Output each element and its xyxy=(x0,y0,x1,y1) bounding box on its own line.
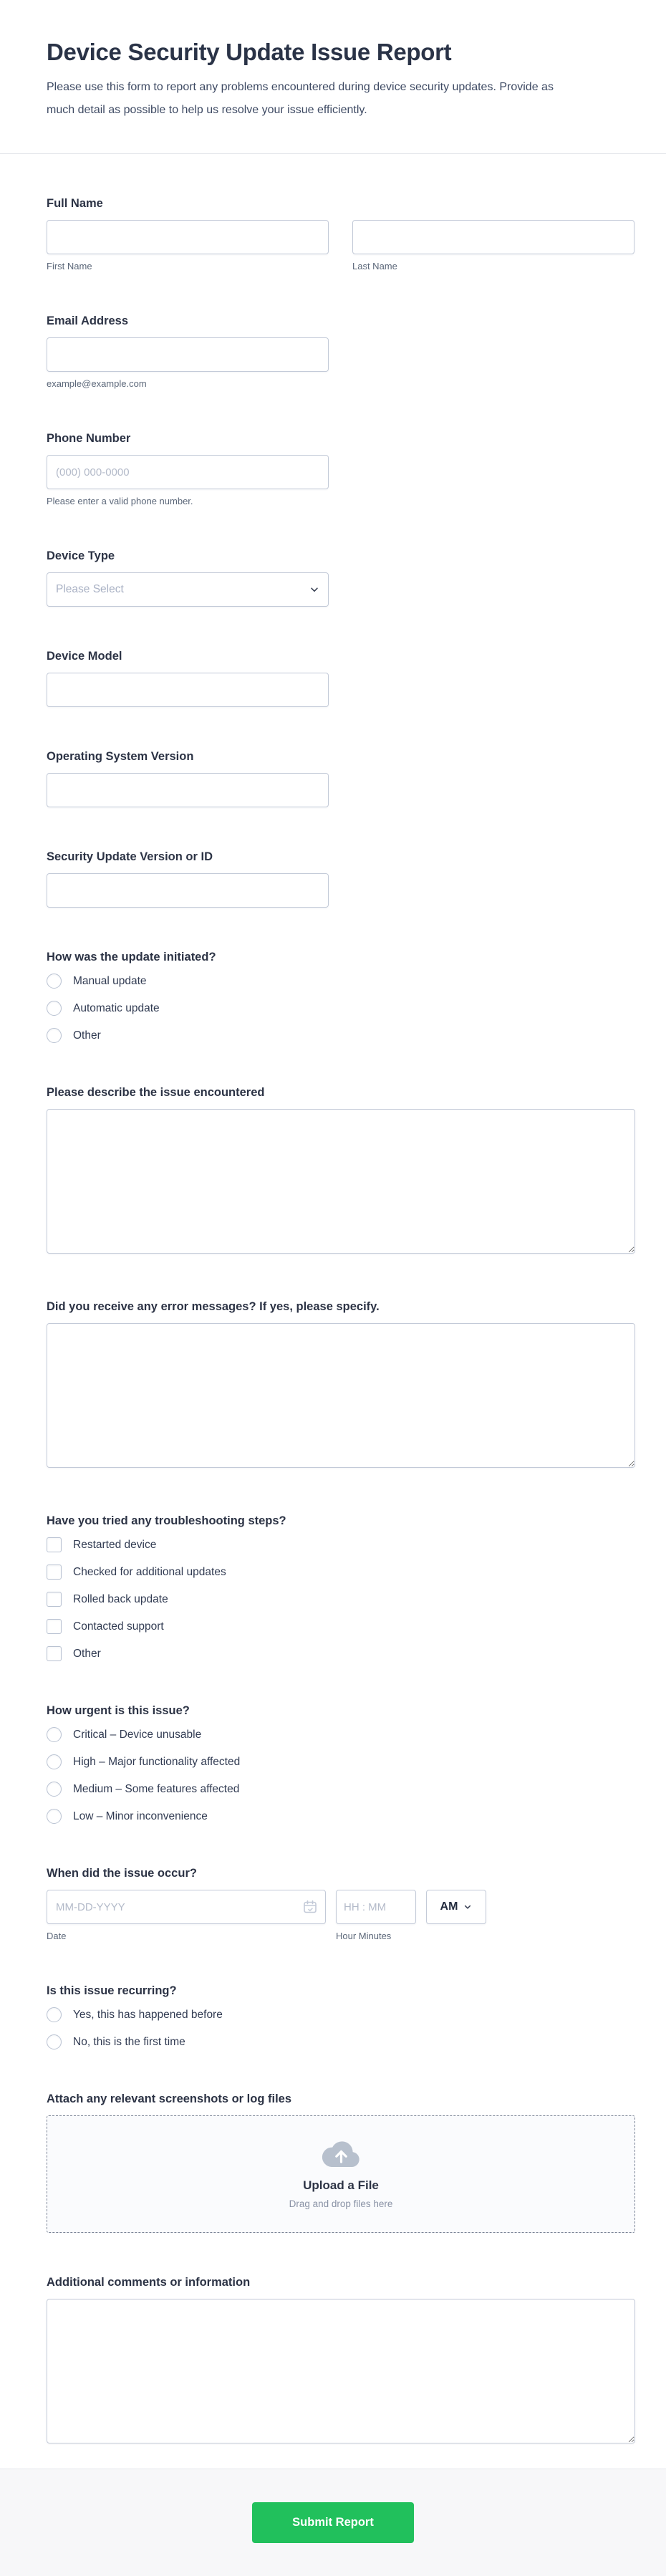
phone-sublabel: Please enter a valid phone number. xyxy=(47,496,193,506)
os-version-label: Operating System Version xyxy=(47,750,194,763)
radio-control[interactable] xyxy=(47,1809,62,1824)
field-os-version xyxy=(47,750,635,807)
submit-section xyxy=(0,2469,666,2576)
first-name-sublabel: First Name xyxy=(47,261,92,271)
field-update-initiation xyxy=(47,951,635,1043)
ampm-value: AM xyxy=(440,1900,458,1913)
recurring-label: Is this issue recurring? xyxy=(47,1984,177,1997)
occurrence-label: When did the issue occur? xyxy=(47,1867,197,1880)
page-title: Device Security Update Issue Report xyxy=(47,39,452,65)
error-messages-label: Did you receive any error messages? If yes, please specify. xyxy=(47,1300,380,1313)
issue-description-textarea[interactable] xyxy=(47,1109,635,1254)
update-version-input[interactable] xyxy=(47,873,329,908)
email-label: Email Address xyxy=(47,314,129,327)
comments-label: Additional comments or information xyxy=(47,2276,251,2289)
checkbox-control[interactable] xyxy=(47,1537,62,1552)
checkbox-option-label: Restarted device xyxy=(73,1538,157,1551)
radio-option-label: Medium – Some features affected xyxy=(73,1782,240,1795)
device-type-label: Device Type xyxy=(47,549,115,562)
checkbox-option-label: Checked for additional updates xyxy=(73,1565,226,1578)
radio-option-label: Manual update xyxy=(73,974,147,987)
device-type-placeholder: Please Select xyxy=(56,583,124,595)
checkbox-control[interactable] xyxy=(47,1592,62,1607)
radio-option-label: Low – Minor inconvenience xyxy=(73,1810,208,1822)
field-troubleshooting xyxy=(47,1514,635,1661)
radio-option-high[interactable] xyxy=(47,1754,635,1769)
submit-report-button[interactable]: Submit Report xyxy=(252,2502,414,2543)
radio-control[interactable] xyxy=(47,974,62,989)
radio-option-label: High – Major functionality affected xyxy=(73,1755,241,1768)
radio-control[interactable] xyxy=(47,1028,62,1043)
field-error-messages xyxy=(47,1300,635,1471)
upload-hint: Drag and drop files here xyxy=(289,2198,393,2209)
radio-control[interactable] xyxy=(47,1001,62,1016)
radio-option-label: Automatic update xyxy=(73,1001,160,1014)
field-comments xyxy=(47,2276,635,2447)
email-input[interactable] xyxy=(47,337,329,372)
troubleshooting-label: Have you tried any troubleshooting steps? xyxy=(47,1514,286,1527)
field-urgency xyxy=(47,1704,635,1824)
checkbox-option-other-troubleshooting[interactable] xyxy=(47,1646,635,1661)
radio-option-automatic-update[interactable] xyxy=(47,1001,635,1016)
last-name-sublabel: Last Name xyxy=(352,261,397,271)
checkbox-option-restarted-device[interactable] xyxy=(47,1537,635,1552)
checkbox-option-label: Contacted support xyxy=(73,1620,164,1633)
radio-option-label: No, this is the first time xyxy=(73,2035,185,2048)
update-initiation-label: How was the update initiated? xyxy=(47,951,216,963)
checkbox-control[interactable] xyxy=(47,1565,62,1580)
form-description: Please use this form to report any problems encountered during device security updates. Provide as much detail as possible to help us resolve your issue efficiently. xyxy=(47,81,554,116)
radio-option-low[interactable] xyxy=(47,1809,635,1824)
comments-textarea[interactable] xyxy=(47,2299,635,2443)
radio-option-label: Other xyxy=(73,1029,101,1042)
radio-control[interactable] xyxy=(47,1782,62,1797)
checkbox-option-label: Rolled back update xyxy=(73,1592,168,1605)
time-input[interactable] xyxy=(336,1890,416,1924)
header-divider xyxy=(0,153,666,154)
date-sublabel: Date xyxy=(47,1931,67,1941)
field-device-type xyxy=(47,549,635,607)
checkbox-control[interactable] xyxy=(47,1646,62,1661)
ampm-select[interactable] xyxy=(426,1890,486,1924)
checkbox-option-rolled-back[interactable] xyxy=(47,1592,635,1607)
urgency-label: How urgent is this issue? xyxy=(47,1704,190,1717)
radio-option-manual-update[interactable] xyxy=(47,974,635,989)
checkbox-option-contacted-support[interactable] xyxy=(47,1619,635,1634)
field-attachments xyxy=(47,2092,635,2233)
attachments-label: Attach any relevant screenshots or log files xyxy=(47,2092,292,2105)
radio-option-medium[interactable] xyxy=(47,1782,635,1797)
device-type-select[interactable] xyxy=(47,572,329,607)
radio-option-other-initiation[interactable] xyxy=(47,1028,635,1043)
radio-option-critical[interactable] xyxy=(47,1727,635,1742)
radio-option-recurring-yes[interactable] xyxy=(47,2007,635,2022)
field-phone xyxy=(47,432,635,506)
radio-control[interactable] xyxy=(47,1727,62,1742)
error-messages-textarea[interactable] xyxy=(47,1323,635,1468)
form-header xyxy=(47,0,635,122)
update-version-label: Security Update Version or ID xyxy=(47,850,213,863)
radio-control[interactable] xyxy=(47,2034,62,2049)
date-input[interactable] xyxy=(47,1890,326,1924)
field-occurrence-datetime xyxy=(47,1867,635,1941)
radio-control[interactable] xyxy=(47,1754,62,1769)
device-model-label: Device Model xyxy=(47,650,122,663)
field-recurring xyxy=(47,1984,635,2049)
radio-option-recurring-no[interactable] xyxy=(47,2034,635,2049)
upload-cloud-icon xyxy=(321,2140,361,2168)
form-page xyxy=(0,0,666,122)
full-name-label: Full Name xyxy=(47,197,103,210)
email-sublabel: example@example.com xyxy=(47,378,147,389)
last-name-input[interactable] xyxy=(352,220,634,254)
phone-input[interactable] xyxy=(47,455,329,489)
checkbox-option-label: Other xyxy=(73,1647,101,1660)
field-device-model xyxy=(47,650,635,707)
phone-label: Phone Number xyxy=(47,432,131,445)
file-upload-dropzone[interactable] xyxy=(47,2115,635,2233)
radio-option-label: Critical – Device unusable xyxy=(73,1728,202,1741)
field-issue-description xyxy=(47,1086,635,1257)
time-sublabel: Hour Minutes xyxy=(336,1931,392,1941)
field-email xyxy=(47,314,635,389)
field-update-version xyxy=(47,850,635,908)
chevron-down-icon xyxy=(463,1903,472,1911)
upload-title: Upload a File xyxy=(303,2178,379,2192)
radio-option-label: Yes, this has happened before xyxy=(73,2008,223,2021)
radio-control[interactable] xyxy=(47,2007,62,2022)
chevron-down-icon xyxy=(309,585,319,595)
first-name-input[interactable] xyxy=(47,220,329,254)
calendar-icon xyxy=(302,1899,318,1915)
os-version-input[interactable] xyxy=(47,773,329,807)
checkbox-option-checked-updates[interactable] xyxy=(47,1565,635,1580)
device-model-input[interactable] xyxy=(47,673,329,707)
issue-description-label: Please describe the issue encountered xyxy=(47,1086,265,1099)
checkbox-control[interactable] xyxy=(47,1619,62,1634)
field-full-name xyxy=(47,197,635,271)
